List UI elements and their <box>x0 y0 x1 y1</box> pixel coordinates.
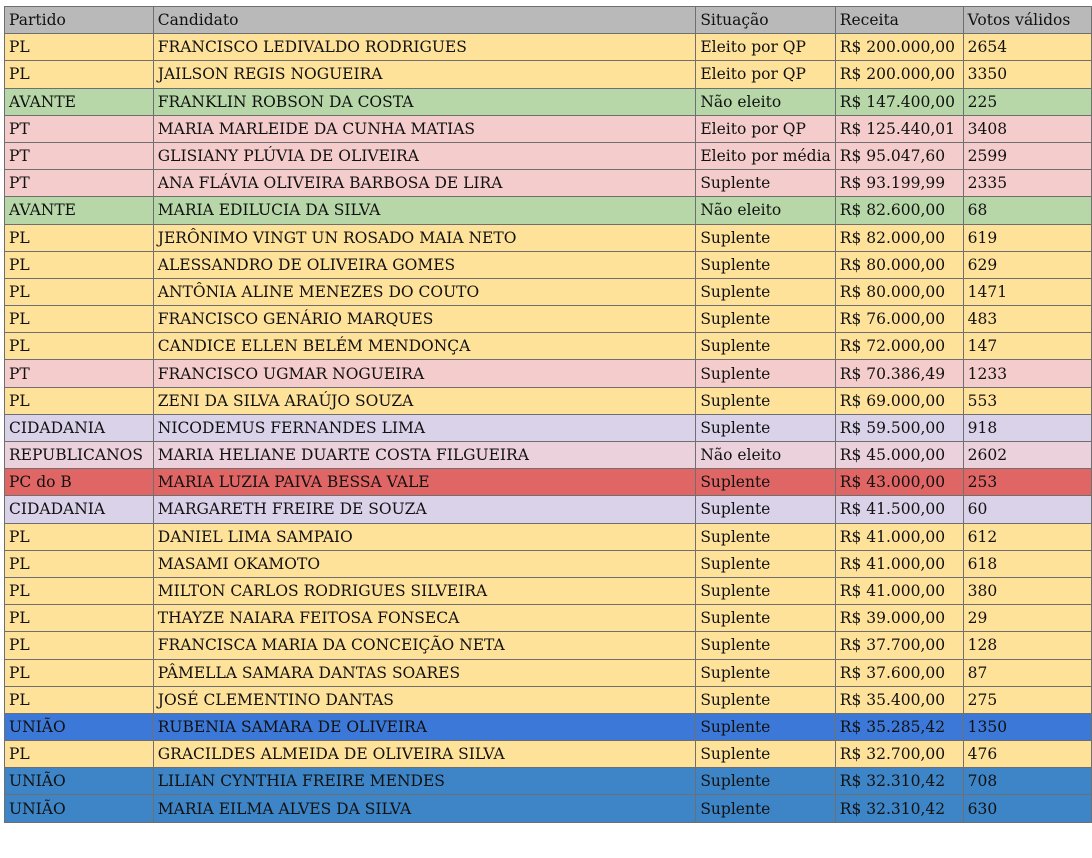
cell-votos[interactable]: 476 <box>963 741 1091 768</box>
cell-situacao[interactable]: Suplente <box>696 632 835 659</box>
cell-candidato[interactable]: PÂMELLA SAMARA DANTAS SOARES <box>153 659 696 686</box>
cell-partido[interactable]: PL <box>5 306 154 333</box>
cell-votos[interactable]: 1350 <box>963 713 1091 740</box>
cell-situacao[interactable]: Suplente <box>696 768 835 795</box>
cell-partido[interactable]: PL <box>5 632 154 659</box>
cell-votos[interactable]: 918 <box>963 414 1091 441</box>
cell-candidato[interactable]: FRANCISCA MARIA DA CONCEIÇÃO NETA <box>153 632 696 659</box>
cell-votos[interactable]: 87 <box>963 659 1091 686</box>
cell-situacao[interactable]: Suplente <box>696 741 835 768</box>
cell-partido[interactable]: PL <box>5 577 154 604</box>
cell-candidato[interactable]: CANDICE ELLEN BELÉM MENDONÇA <box>153 333 696 360</box>
cell-receita[interactable]: R$ 43.000,00 <box>835 469 963 496</box>
cell-situacao[interactable]: Suplente <box>696 713 835 740</box>
cell-candidato[interactable]: MARIA EDILUCIA DA SILVA <box>153 197 696 224</box>
cell-receita[interactable]: R$ 37.700,00 <box>835 632 963 659</box>
cell-receita[interactable]: R$ 200.000,00 <box>835 61 963 88</box>
header-situacao[interactable]: Situação <box>696 7 835 34</box>
cell-partido[interactable]: PL <box>5 251 154 278</box>
cell-candidato[interactable]: ANA FLÁVIA OLIVEIRA BARBOSA DE LIRA <box>153 170 696 197</box>
cell-partido[interactable]: PT <box>5 170 154 197</box>
cell-situacao[interactable]: Suplente <box>696 523 835 550</box>
cell-partido[interactable]: PL <box>5 333 154 360</box>
table-row <box>5 496 1092 523</box>
cell-partido[interactable]: PT <box>5 142 154 169</box>
cell-partido[interactable]: PL <box>5 659 154 686</box>
table-row <box>5 795 1092 822</box>
cell-situacao[interactable]: Suplente <box>696 360 835 387</box>
table-row <box>5 632 1092 659</box>
cell-votos[interactable]: 1233 <box>963 360 1091 387</box>
cell-candidato[interactable]: MARIA LUZIA PAIVA BESSA VALE <box>153 469 696 496</box>
cell-situacao[interactable]: Não eleito <box>696 88 835 115</box>
cell-situacao[interactable]: Eleito por QP <box>696 61 835 88</box>
table-row <box>5 170 1092 197</box>
cell-votos[interactable]: 629 <box>963 251 1091 278</box>
cell-candidato[interactable]: ZENI DA SILVA ARAÚJO SOUZA <box>153 387 696 414</box>
cell-situacao[interactable]: Suplente <box>696 795 835 822</box>
cell-votos[interactable]: 253 <box>963 469 1091 496</box>
cell-situacao[interactable]: Suplente <box>696 605 835 632</box>
cell-situacao[interactable]: Suplente <box>696 659 835 686</box>
cell-votos[interactable]: 630 <box>963 795 1091 822</box>
cell-partido[interactable]: AVANTE <box>5 197 154 224</box>
cell-situacao[interactable]: Suplente <box>696 251 835 278</box>
header-votos[interactable]: Votos válidos <box>963 7 1091 34</box>
cell-partido[interactable]: CIDADANIA <box>5 496 154 523</box>
cell-receita[interactable]: R$ 32.310,42 <box>835 768 963 795</box>
cell-votos[interactable]: 2335 <box>963 170 1091 197</box>
cell-votos[interactable]: 708 <box>963 768 1091 795</box>
table-row <box>5 686 1092 713</box>
cell-candidato[interactable]: MARIA EILMA ALVES DA SILVA <box>153 795 696 822</box>
cell-situacao[interactable]: Eleito por QP <box>696 115 835 142</box>
cell-votos[interactable]: 147 <box>963 333 1091 360</box>
table-row <box>5 469 1092 496</box>
cell-situacao[interactable]: Suplente <box>696 306 835 333</box>
cell-votos[interactable]: 2654 <box>963 34 1091 61</box>
table-row <box>5 713 1092 740</box>
table-row <box>5 115 1092 142</box>
cell-partido[interactable]: PL <box>5 550 154 577</box>
table-row <box>5 306 1092 333</box>
cell-situacao[interactable]: Suplente <box>696 170 835 197</box>
cell-receita[interactable]: R$ 125.440,01 <box>835 115 963 142</box>
table-body <box>5 34 1092 822</box>
cell-receita[interactable]: R$ 41.500,00 <box>835 496 963 523</box>
cell-receita[interactable]: R$ 59.500,00 <box>835 414 963 441</box>
cell-receita[interactable]: R$ 37.600,00 <box>835 659 963 686</box>
table-row <box>5 278 1092 305</box>
header-receita[interactable]: Receita <box>835 7 963 34</box>
table-row <box>5 360 1092 387</box>
cell-partido[interactable]: PL <box>5 61 154 88</box>
cell-votos[interactable]: 2599 <box>963 142 1091 169</box>
cell-receita[interactable]: R$ 93.199,99 <box>835 170 963 197</box>
cell-partido[interactable]: AVANTE <box>5 88 154 115</box>
cell-receita[interactable]: R$ 41.000,00 <box>835 523 963 550</box>
cell-situacao[interactable]: Suplente <box>696 387 835 414</box>
header-partido[interactable]: Partido <box>5 7 154 34</box>
cell-partido[interactable]: PL <box>5 34 154 61</box>
cell-partido[interactable]: PC do B <box>5 469 154 496</box>
table-row <box>5 61 1092 88</box>
cell-receita[interactable]: R$ 35.285,42 <box>835 713 963 740</box>
cell-partido[interactable]: CIDADANIA <box>5 414 154 441</box>
cell-receita[interactable]: R$ 80.000,00 <box>835 278 963 305</box>
cell-votos[interactable]: 275 <box>963 686 1091 713</box>
cell-partido[interactable]: REPUBLICANOS <box>5 442 154 469</box>
table-row <box>5 659 1092 686</box>
cell-candidato[interactable]: LILIAN CYNTHIA FREIRE MENDES <box>153 768 696 795</box>
cell-receita[interactable]: R$ 41.000,00 <box>835 550 963 577</box>
cell-receita[interactable]: R$ 41.000,00 <box>835 577 963 604</box>
table-row <box>5 577 1092 604</box>
header-candidato[interactable]: Candidato <box>153 7 696 34</box>
cell-situacao[interactable]: Não eleito <box>696 197 835 224</box>
cell-situacao[interactable]: Eleito por média <box>696 142 835 169</box>
cell-receita[interactable]: R$ 39.000,00 <box>835 605 963 632</box>
cell-votos[interactable]: 3350 <box>963 61 1091 88</box>
cell-votos[interactable]: 68 <box>963 197 1091 224</box>
cell-partido[interactable]: PT <box>5 360 154 387</box>
cell-votos[interactable]: 1471 <box>963 278 1091 305</box>
cell-candidato[interactable]: GRACILDES ALMEIDA DE OLIVEIRA SILVA <box>153 741 696 768</box>
spreadsheet-table <box>4 6 1092 823</box>
cell-receita[interactable]: R$ 72.000,00 <box>835 333 963 360</box>
cell-votos[interactable]: 612 <box>963 523 1091 550</box>
cell-votos[interactable]: 60 <box>963 496 1091 523</box>
cell-partido[interactable]: PL <box>5 741 154 768</box>
table-row <box>5 414 1092 441</box>
cell-situacao[interactable]: Suplente <box>696 550 835 577</box>
cell-receita[interactable]: R$ 95.047,60 <box>835 142 963 169</box>
cell-situacao[interactable]: Suplente <box>696 577 835 604</box>
table-row <box>5 88 1092 115</box>
table-row <box>5 605 1092 632</box>
cell-candidato[interactable]: ALESSANDRO DE OLIVEIRA GOMES <box>153 251 696 278</box>
cell-candidato[interactable]: GLISIANY PLÚVIA DE OLIVEIRA <box>153 142 696 169</box>
cell-candidato[interactable]: JAILSON REGIS NOGUEIRA <box>153 61 696 88</box>
cell-receita[interactable]: R$ 32.700,00 <box>835 741 963 768</box>
cell-candidato[interactable]: RUBENIA SAMARA DE OLIVEIRA <box>153 713 696 740</box>
cell-candidato[interactable]: MARIA HELIANE DUARTE COSTA FILGUEIRA <box>153 442 696 469</box>
cell-situacao[interactable]: Não eleito <box>696 442 835 469</box>
cell-candidato[interactable]: JERÔNIMO VINGT UN ROSADO MAIA NETO <box>153 224 696 251</box>
cell-candidato[interactable]: FRANCISCO GENÁRIO MARQUES <box>153 306 696 333</box>
table-row <box>5 34 1092 61</box>
cell-partido[interactable]: UNIÃO <box>5 795 154 822</box>
cell-partido[interactable]: UNIÃO <box>5 768 154 795</box>
cell-votos[interactable]: 483 <box>963 306 1091 333</box>
cell-votos[interactable]: 29 <box>963 605 1091 632</box>
cell-receita[interactable]: R$ 82.000,00 <box>835 224 963 251</box>
cell-receita[interactable]: R$ 200.000,00 <box>835 34 963 61</box>
cell-votos[interactable]: 225 <box>963 88 1091 115</box>
cell-receita[interactable]: R$ 80.000,00 <box>835 251 963 278</box>
cell-votos[interactable]: 2602 <box>963 442 1091 469</box>
cell-receita[interactable]: R$ 76.000,00 <box>835 306 963 333</box>
cell-candidato[interactable]: FRANCISCO UGMAR NOGUEIRA <box>153 360 696 387</box>
cell-candidato[interactable]: NICODEMUS FERNANDES LIMA <box>153 414 696 441</box>
table-row <box>5 197 1092 224</box>
cell-candidato[interactable]: FRANKLIN ROBSON DA COSTA <box>153 88 696 115</box>
cell-situacao[interactable]: Suplente <box>696 278 835 305</box>
cell-candidato[interactable]: ANTÔNIA ALINE MENEZES DO COUTO <box>153 278 696 305</box>
table-row <box>5 333 1092 360</box>
cell-receita[interactable]: R$ 69.000,00 <box>835 387 963 414</box>
cell-candidato[interactable]: MILTON CARLOS RODRIGUES SILVEIRA <box>153 577 696 604</box>
cell-situacao[interactable]: Suplente <box>696 469 835 496</box>
cell-situacao[interactable]: Suplente <box>696 414 835 441</box>
cell-candidato[interactable]: MARGARETH FREIRE DE SOUZA <box>153 496 696 523</box>
cell-receita[interactable]: R$ 35.400,00 <box>835 686 963 713</box>
table-row <box>5 550 1092 577</box>
cell-partido[interactable]: PL <box>5 523 154 550</box>
cell-receita[interactable]: R$ 45.000,00 <box>835 442 963 469</box>
table-row <box>5 768 1092 795</box>
cell-votos[interactable]: 553 <box>963 387 1091 414</box>
cell-votos[interactable]: 619 <box>963 224 1091 251</box>
cell-partido[interactable]: PL <box>5 278 154 305</box>
cell-situacao[interactable]: Eleito por QP <box>696 34 835 61</box>
cell-candidato[interactable]: DANIEL LIMA SAMPAIO <box>153 523 696 550</box>
cell-votos[interactable]: 380 <box>963 577 1091 604</box>
table-row <box>5 741 1092 768</box>
cell-partido[interactable]: PL <box>5 224 154 251</box>
cell-partido[interactable]: PL <box>5 605 154 632</box>
cell-votos[interactable]: 128 <box>963 632 1091 659</box>
cell-candidato[interactable]: JOSÉ CLEMENTINO DANTAS <box>153 686 696 713</box>
cell-partido[interactable]: PT <box>5 115 154 142</box>
cell-receita[interactable]: R$ 70.386,49 <box>835 360 963 387</box>
cell-situacao[interactable]: Suplente <box>696 333 835 360</box>
cell-candidato[interactable]: MASAMI OKAMOTO <box>153 550 696 577</box>
cell-candidato[interactable]: FRANCISCO LEDIVALDO RODRIGUES <box>153 34 696 61</box>
cell-candidato[interactable]: THAYZE NAIARA FEITOSA FONSECA <box>153 605 696 632</box>
table-row <box>5 442 1092 469</box>
cell-situacao[interactable]: Suplente <box>696 686 835 713</box>
cell-candidato[interactable]: MARIA MARLEIDE DA CUNHA MATIAS <box>153 115 696 142</box>
table-row <box>5 224 1092 251</box>
table-row <box>5 142 1092 169</box>
cell-partido[interactable]: UNIÃO <box>5 713 154 740</box>
cell-votos[interactable]: 3408 <box>963 115 1091 142</box>
table-row <box>5 523 1092 550</box>
cell-votos[interactable]: 618 <box>963 550 1091 577</box>
cell-receita[interactable]: R$ 82.600,00 <box>835 197 963 224</box>
cell-partido[interactable]: PL <box>5 686 154 713</box>
cell-partido[interactable]: PL <box>5 387 154 414</box>
cell-situacao[interactable]: Suplente <box>696 224 835 251</box>
table-row <box>5 251 1092 278</box>
table-row <box>5 387 1092 414</box>
cell-receita[interactable]: R$ 147.400,00 <box>835 88 963 115</box>
cell-receita[interactable]: R$ 32.310,42 <box>835 795 963 822</box>
cell-situacao[interactable]: Suplente <box>696 496 835 523</box>
header-row <box>5 7 1092 34</box>
